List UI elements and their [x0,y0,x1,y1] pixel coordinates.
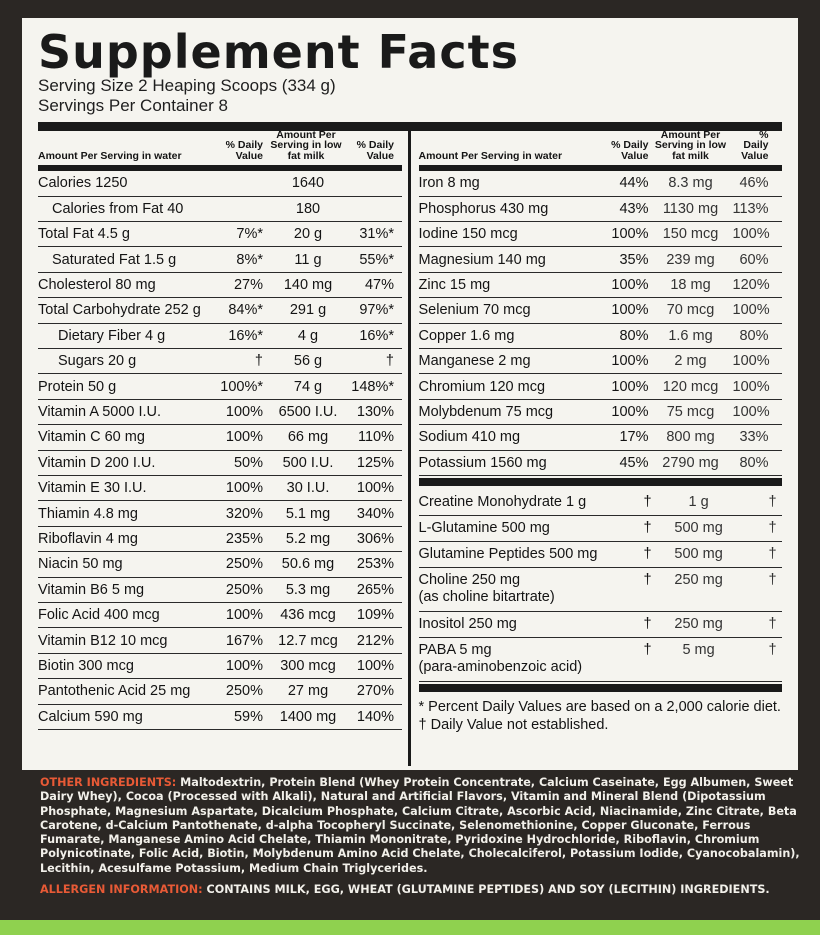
nutrient-name: Vitamin A 5000 I.U. [38,404,162,420]
nutrient-name: Calories 1250 [38,175,128,192]
amount-milk: 74 g [263,379,349,395]
daily-value-water: 7%* [236,226,263,243]
daily-value-water: 17% [619,429,649,446]
supplement-facts-panel [22,18,798,770]
daily-value-water: 100% [225,404,263,420]
blend-name [419,520,649,537]
daily-value-water: 80% [619,327,649,344]
nutrient-row [419,298,783,323]
nutrient-row [419,273,783,298]
amount-milk: 5 mg [682,641,715,658]
daily-value-milk: 55%* [359,251,394,268]
daily-value-water: 16%* [228,327,263,344]
blend-row [419,568,783,612]
daily-value-milk: 270% [356,683,394,700]
nutrient-row [38,400,402,425]
amount-milk: 6500 I.U. [263,404,349,420]
daily-value-water: † [254,353,263,370]
allergen-text: CONTAINS MILK, EGG, WHEAT (GLUTAMINE PEPTIDES) AND SOY (LECITHIN) INGREDIENTS. [206,883,770,896]
amount-milk: 291 g [263,302,349,318]
daily-value-milk: † [768,615,777,632]
amount-milk: 2 mg [674,353,707,370]
amount-milk: 120 mcg [662,378,719,395]
header-dv-milk: % Daily Value [356,139,394,162]
daily-value-milk: 97%* [359,302,394,319]
nutrient-row [38,273,402,298]
daily-value-milk: 46% [739,175,769,192]
daily-value-water: 100% [225,657,263,674]
nutrient-row [419,374,783,399]
daily-value-water: 100% [611,277,649,294]
nutrient-row [38,324,402,349]
daily-value-milk: 109% [356,607,394,624]
nutrient-name: Thiamin 4.8 mg [38,505,138,522]
nutrient-row [38,527,402,552]
daily-value-milk: 47% [364,277,394,294]
daily-value-milk: 212% [356,632,394,649]
other-ingredients-label: OTHER INGREDIENTS: [40,776,177,789]
nutrient-name: Sodium 410 mg [418,429,521,446]
blend-name [419,546,649,563]
header-dv-water: % Daily Value [225,139,263,162]
daily-value-water: † [643,545,652,562]
daily-value-milk: 340% [356,505,394,522]
daily-value-water: 8%* [236,251,263,268]
daily-value-water: 45% [619,454,649,471]
daily-value-water: † [643,615,652,632]
daily-value-milk: 100% [356,480,394,497]
amount-milk: 66 mg [263,429,349,445]
daily-value-water: 100%* [220,378,263,395]
nutrient-row [38,501,402,526]
amount-milk: 4 g [263,328,349,344]
daily-value-milk: 100% [732,302,770,319]
daily-value-water: † [643,641,652,658]
panel-title: Supplement Facts [38,25,519,79]
footnotes [419,698,783,734]
nutrient-row [419,349,783,374]
blend-row [419,638,783,682]
blend-name-main: L-Glutamine 500 mg [418,519,550,536]
nutrient-name: Vitamin B6 5 mg [38,581,145,598]
nutrient-name: Iodine 150 mcg [418,226,518,243]
nutrient-name: Potassium 1560 mg [418,454,547,471]
daily-value-milk: † [385,353,394,370]
daily-value-water: 35% [619,251,649,268]
nutrient-row [38,197,402,222]
nutrient-row [38,222,402,247]
blend-name-main: Inositol 250 mg [418,615,517,632]
amount-milk: 1 g [688,493,709,510]
blend-rows [419,490,783,682]
daily-value-milk: † [768,493,777,510]
nutrient-name: Biotin 300 mcg [38,657,134,674]
daily-value-milk: † [768,571,777,588]
nutrient-row [419,222,783,247]
nutrient-row [419,324,783,349]
nutrient-name: Vitamin D 200 I.U. [38,454,156,471]
blend-name-main: Glutamine Peptides 500 mg [418,545,598,562]
nutrient-name: Magnesium 140 mg [418,251,546,268]
nutrient-row [38,578,402,603]
daily-value-milk: 120% [732,277,770,294]
blend-row [419,612,783,638]
nutrient-row [38,298,402,323]
amount-milk: 500 mg [674,519,723,536]
header-dv-milk: % Daily Value [741,128,769,162]
amount-milk: 180 [263,201,349,217]
nutrient-row [38,628,402,653]
nutrient-name: Manganese 2 mg [418,353,531,370]
daily-value-water: 27% [233,277,263,294]
daily-value-milk: 148%* [351,378,394,395]
other-ingredients-text: Maltodextrin, Protein Blend (Whey Protein Concentrate, Calcium Caseinate, Egg Albumen, Sweet Dairy Whey), Cocoa (Processed with Alkali), Natural and Artificial Flavors, Vitamin and Mineral Blend (Dipotassium Phosphate, Magnesium Aspartate, Dicalcium Phosphate, Calcium Citrate, Ascorbic Acid, Niacinamide, Zinc Citrate, Beta Carotene, d-Calcium Pantothenate, d-alpha Tocopheryl Succinate, Selenomethionine, Copper Gluconate, Ferrous Fumarate, Manganese Amino Acid Chelate, Thiamin Mononitrate, Pyridoxine Hydrochloride, Riboflavin, Chromium Polynicotinate, Folic Acid, Biotin, Molybdenum Amino Acid Chelate, Cholecalciferol, Potassium Iodide, Cyanocobalamin), Lecithin, Acesulfame Potassium, Medium Chain Triglycerides. [40,776,800,875]
daily-value-milk: 265% [356,581,394,598]
daily-value-water: † [643,571,652,588]
daily-value-milk: 110% [357,429,394,446]
nutrient-row [38,247,402,272]
nutrient-name: Selenium 70 mcg [418,302,531,319]
nutrient-name: Phosphorus 430 mg [418,200,549,217]
nutrient-name: Sugars 20 g [58,353,137,370]
daily-value-milk: 33% [739,429,769,446]
amount-milk: 2790 mg [662,454,719,471]
blend-name [419,616,649,633]
facts-columns [38,128,782,766]
nutrient-row [38,425,402,450]
daily-value-milk: 80% [739,454,769,471]
nutrient-name: Zinc 15 mg [418,277,491,294]
blend-name-main: Choline 250 mg [418,571,521,588]
amount-milk: 250 mg [674,571,723,588]
nutrient-row [419,171,783,196]
nutrient-row [419,451,783,476]
daily-value-milk: 100% [732,378,770,395]
blend-row [419,516,783,542]
blend-name-main: PABA 5 mg [418,641,492,658]
daily-value-water: 100% [225,607,263,624]
daily-value-milk: 125% [356,454,394,471]
amount-milk: 70 mcg [666,302,715,319]
footnote-dagger: † Daily Value not established. [418,716,609,733]
amount-milk: 1130 mg [662,200,719,217]
nutrient-name: Protein 50 g [38,378,117,395]
header-amount-water: Amount Per Serving in water [418,149,563,162]
daily-value-milk: 100% [356,657,394,674]
nutrient-name: Niacin 50 mg [38,556,123,573]
blend-name-main: Creatine Monohydrate 1 g [418,493,587,510]
nutrient-name: Saturated Fat 1.5 g [52,251,177,268]
amount-milk: 140 mg [263,277,349,293]
amount-milk: 11 g [263,252,349,268]
amount-milk: 30 I.U. [263,480,349,496]
amount-milk: 800 mg [666,429,715,446]
amount-milk: 300 mcg [263,658,349,674]
nutrient-name: Total Carbohydrate 252 g [38,302,201,319]
nutrient-row [38,476,402,501]
amount-milk: 12.7 mcg [263,633,349,649]
nutrient-row [38,705,402,730]
nutrient-row [419,247,783,272]
nutrient-name: Copper 1.6 mg [418,327,515,344]
nutrient-row [419,197,783,222]
header-amount-water: Amount Per Serving in water [38,149,182,162]
daily-value-milk: 113% [732,200,769,217]
right-header [418,128,783,171]
nutrient-row [38,603,402,628]
daily-value-water: 50% [233,454,263,471]
daily-value-milk: † [768,641,777,658]
allergen-information [40,883,800,896]
amount-milk: 5.1 mg [263,506,349,522]
nutrient-name: Vitamin E 30 I.U. [38,480,147,497]
amount-milk: 56 g [263,353,349,369]
daily-value-water: 59% [233,708,263,725]
nutrient-row [38,171,402,196]
left-rows [38,171,402,730]
daily-value-water: 320% [225,505,263,522]
daily-value-water: 100% [611,378,649,395]
daily-value-water: 100% [225,480,263,497]
header-amount-milk: Amount Per Serving in low fat milk [654,128,727,162]
daily-value-water: 250% [225,556,263,573]
nutrient-row [419,400,783,425]
nutrient-name: Total Fat 4.5 g [38,226,130,243]
amount-milk: 500 I.U. [263,455,349,471]
amount-milk: 27 mg [263,683,349,699]
daily-value-milk: 100% [732,404,770,420]
amount-milk: 18 mg [670,277,711,294]
nutrient-name: Cholesterol 80 mg [38,277,156,294]
daily-value-milk: 16%* [359,327,394,344]
daily-value-milk: 60% [739,251,769,268]
amount-milk: 50.6 mg [263,556,349,572]
nutrient-name: Riboflavin 4 mg [38,530,138,547]
daily-value-water: 43% [619,200,649,217]
footnote-percent: * Percent Daily Values are based on a 2,000 calorie diet. [418,698,781,715]
amount-milk: 5.2 mg [263,531,349,547]
nutrient-name: Pantothenic Acid 25 mg [38,683,191,700]
nutrient-name: Calories from Fat 40 [52,200,184,217]
amount-milk: 1.6 mg [668,327,713,344]
blend-row [419,542,783,568]
daily-value-water: 100% [611,226,649,243]
blend-name-sub: (para-aminobenzoic acid) [418,658,583,675]
daily-value-water: 44% [619,175,649,192]
header-amount-milk: Amount Per Serving in low fat milk [270,128,342,162]
nutrient-name: Dietary Fiber 4 g [58,327,166,344]
nutrient-row [38,679,402,704]
daily-value-milk: 140% [356,708,394,725]
amount-milk: 8.3 mg [668,175,713,192]
daily-value-milk: 253% [356,556,394,573]
blend-name-sub: (as choline bitartrate) [418,588,555,605]
amount-milk: 239 mg [666,251,715,268]
header-dv-water: % Daily Value [611,139,649,162]
amount-milk: 500 mg [674,545,723,562]
blend-name [419,642,649,676]
amount-milk: 250 mg [674,615,723,632]
daily-value-water: 100% [225,429,263,446]
left-column [38,128,411,766]
daily-value-water: † [643,519,652,536]
daily-value-water: † [643,493,652,510]
footnote-divider [419,684,783,692]
amount-milk: 436 mcg [263,607,349,623]
right-rows [419,171,783,476]
blend-name [419,494,649,511]
servings-per-container: Servings Per Container 8 [38,96,228,116]
daily-value-water: 100% [611,404,649,420]
amount-milk: 1400 mg [263,709,349,725]
nutrient-name: Chromium 120 mcg [418,378,546,395]
amount-milk: 75 mcg [666,404,715,420]
left-header [38,128,402,171]
nutrient-name: Vitamin C 60 mg [38,429,145,446]
allergen-label: ALLERGEN INFORMATION: [40,883,203,896]
daily-value-milk: 80% [739,327,769,344]
other-ingredients [40,776,800,876]
serving-size: Serving Size 2 Heaping Scoops (334 g) [38,76,336,96]
amount-milk: 20 g [263,226,349,242]
blend-row [419,490,783,516]
nutrient-row [38,349,402,374]
daily-value-water: 250% [225,683,263,700]
nutrient-row [38,451,402,476]
right-column [411,128,783,766]
nutrient-name: Molybdenum 75 mcg [418,404,554,420]
daily-value-milk: 100% [732,353,770,370]
daily-value-milk: † [768,519,777,536]
amount-milk: 5.3 mg [263,582,349,598]
blend-divider [419,478,783,486]
blend-name [419,572,649,606]
daily-value-water: 167% [225,632,263,649]
nutrient-row [38,374,402,399]
daily-value-water: 84%* [228,302,263,319]
nutrient-name: Calcium 590 mg [38,708,143,725]
nutrient-row [419,425,783,450]
amount-milk: 1640 [263,175,349,191]
nutrient-name: Folic Acid 400 mcg [38,607,160,624]
daily-value-milk: 130% [356,404,394,420]
daily-value-milk: 31%* [359,226,394,243]
daily-value-water: 100% [611,353,649,370]
daily-value-water: 100% [611,302,649,319]
daily-value-milk: † [768,545,777,562]
amount-milk: 150 mcg [662,226,719,243]
daily-value-water: 250% [225,581,263,598]
daily-value-milk: 306% [356,530,394,547]
nutrient-row [38,654,402,679]
daily-value-milk: 100% [732,226,770,243]
nutrient-name: Vitamin B12 10 mcg [38,632,168,649]
nutrient-name: Iron 8 mg [418,175,480,192]
daily-value-water: 235% [225,530,263,547]
nutrient-row [38,552,402,577]
